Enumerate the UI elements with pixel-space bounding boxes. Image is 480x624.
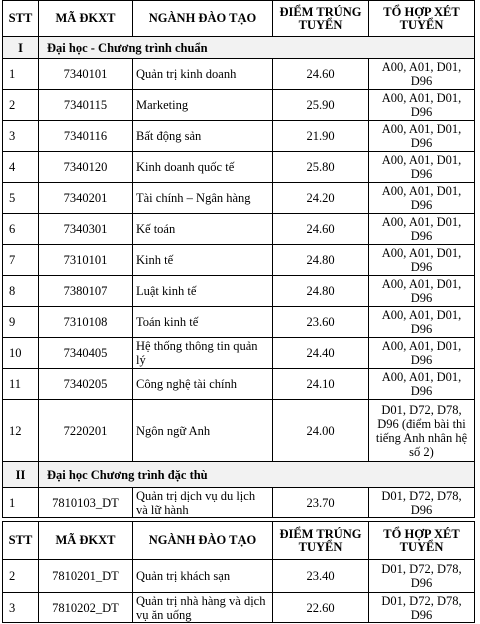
header-score: ĐIỂM TRÚNG TUYỂN <box>273 1 369 37</box>
major-cell: Quản trị kinh doanh <box>133 59 273 90</box>
header-major: NGÀNH ĐÀO TẠO <box>133 522 273 560</box>
header-major: NGÀNH ĐÀO TẠO <box>133 1 273 37</box>
combo-cell: A00, A01, D01, D96 <box>369 59 475 90</box>
score-cell: 25.90 <box>273 90 369 121</box>
table-body-standard <box>3 59 475 462</box>
stt-cell: 3 <box>3 121 39 152</box>
major-cell: Kinh doanh quốc tế <box>133 152 273 183</box>
table-row <box>3 369 475 400</box>
combo-cell: A00, A01, D01, D96 <box>369 152 475 183</box>
score-cell: 24.60 <box>273 214 369 245</box>
major-cell: Công nghệ tài chính <box>133 369 273 400</box>
combo-cell: A00, A01, D01, D96 <box>369 338 475 369</box>
stt-cell: 6 <box>3 214 39 245</box>
stt-cell: 1 <box>3 488 39 518</box>
code-cell: 7340201 <box>39 183 133 214</box>
section-row <box>3 37 475 59</box>
code-cell: 7340301 <box>39 214 133 245</box>
table-row <box>3 593 475 623</box>
major-cell: Bất động sản <box>133 121 273 152</box>
stt-cell: 2 <box>3 560 39 593</box>
table-row <box>3 245 475 276</box>
stt-cell: 4 <box>3 152 39 183</box>
major-cell: Ngôn ngữ Anh <box>133 400 273 462</box>
stt-cell: 2 <box>3 90 39 121</box>
stt-cell: 7 <box>3 245 39 276</box>
table-row <box>3 59 475 90</box>
stt-cell: 10 <box>3 338 39 369</box>
stt-cell: 8 <box>3 276 39 307</box>
code-cell: 7310101 <box>39 245 133 276</box>
section-number: II <box>3 462 39 488</box>
score-cell: 21.90 <box>273 121 369 152</box>
header-row <box>3 1 475 37</box>
admission-table-continued <box>2 521 475 623</box>
section-title: Đại học - Chương trình chuẩn <box>39 37 475 59</box>
code-cell: 7340101 <box>39 59 133 90</box>
table-row <box>3 560 475 593</box>
code-cell: 7380107 <box>39 276 133 307</box>
stt-cell: 11 <box>3 369 39 400</box>
stt-cell: 3 <box>3 593 39 623</box>
major-cell: Hệ thống thông tin quản lý <box>133 338 273 369</box>
table-row <box>3 152 475 183</box>
major-cell: Marketing <box>133 90 273 121</box>
table-row <box>3 307 475 338</box>
code-cell: 7340120 <box>39 152 133 183</box>
score-cell: 24.20 <box>273 183 369 214</box>
header-code: MÃ ĐKXT <box>39 522 133 560</box>
stt-cell: 9 <box>3 307 39 338</box>
table-row <box>3 214 475 245</box>
header-stt: STT <box>3 1 39 37</box>
score-cell: 23.70 <box>273 488 369 518</box>
code-cell: 7340116 <box>39 121 133 152</box>
table-row <box>3 276 475 307</box>
section-row <box>3 462 475 488</box>
combo-cell: D01, D72, D78, D96 <box>369 593 475 623</box>
section-title: Đại học Chương trình đặc thù <box>39 462 475 488</box>
score-cell: 24.60 <box>273 59 369 90</box>
combo-cell: D01, D72, D78, D96 (điểm bài thi tiếng Anh nhân hệ số 2) <box>369 400 475 462</box>
table-row <box>3 121 475 152</box>
score-cell: 24.80 <box>273 276 369 307</box>
code-cell: 7310108 <box>39 307 133 338</box>
header-code: MÃ ĐKXT <box>39 1 133 37</box>
table-body-special <box>3 488 475 518</box>
table-row <box>3 90 475 121</box>
combo-cell: A00, A01, D01, D96 <box>369 369 475 400</box>
combo-cell: D01, D72, D78, D96 <box>369 488 475 518</box>
combo-cell: A00, A01, D01, D96 <box>369 245 475 276</box>
header-score: ĐIỂM TRÚNG TUYỂN <box>273 522 369 560</box>
table-row <box>3 183 475 214</box>
score-cell: 25.80 <box>273 152 369 183</box>
code-cell: 7340205 <box>39 369 133 400</box>
table-row <box>3 338 475 369</box>
score-cell: 22.60 <box>273 593 369 623</box>
stt-cell: 5 <box>3 183 39 214</box>
major-cell: Toán kinh tế <box>133 307 273 338</box>
combo-cell: A00, A01, D01, D96 <box>369 121 475 152</box>
table-body-continued <box>3 560 475 623</box>
combo-cell: A00, A01, D01, D96 <box>369 276 475 307</box>
major-cell: Quản trị nhà hàng và dịch vụ ăn uống <box>133 593 273 623</box>
table-row <box>3 488 475 518</box>
combo-cell: A00, A01, D01, D96 <box>369 214 475 245</box>
admission-table-main <box>2 0 475 518</box>
header-combo: TỔ HỢP XÉT TUYỂN <box>369 1 475 37</box>
score-cell: 24.40 <box>273 338 369 369</box>
stt-cell: 1 <box>3 59 39 90</box>
code-cell: 7810202_DT <box>39 593 133 623</box>
code-cell: 7340405 <box>39 338 133 369</box>
code-cell: 7340115 <box>39 90 133 121</box>
code-cell: 7810103_DT <box>39 488 133 518</box>
code-cell: 7220201 <box>39 400 133 462</box>
major-cell: Kinh tế <box>133 245 273 276</box>
major-cell: Quản trị dịch vụ du lịch và lữ hành <box>133 488 273 518</box>
score-cell: 24.10 <box>273 369 369 400</box>
table-row <box>3 400 475 462</box>
score-cell: 23.60 <box>273 307 369 338</box>
major-cell: Luật kinh tế <box>133 276 273 307</box>
combo-cell: A00, A01, D01, D96 <box>369 90 475 121</box>
stt-cell: 12 <box>3 400 39 462</box>
code-cell: 7810201_DT <box>39 560 133 593</box>
major-cell: Quản trị khách sạn <box>133 560 273 593</box>
section-number: I <box>3 37 39 59</box>
score-cell: 23.40 <box>273 560 369 593</box>
combo-cell: A00, A01, D01, D96 <box>369 183 475 214</box>
header-row <box>3 522 475 560</box>
header-stt: STT <box>3 522 39 560</box>
score-cell: 24.80 <box>273 245 369 276</box>
score-cell: 24.00 <box>273 400 369 462</box>
combo-cell: A00, A01, D01, D96 <box>369 307 475 338</box>
combo-cell: D01, D72, D78, D96 <box>369 560 475 593</box>
header-combo: TỔ HỢP XÉT TUYỂN <box>369 522 475 560</box>
major-cell: Kế toán <box>133 214 273 245</box>
major-cell: Tài chính – Ngân hàng <box>133 183 273 214</box>
